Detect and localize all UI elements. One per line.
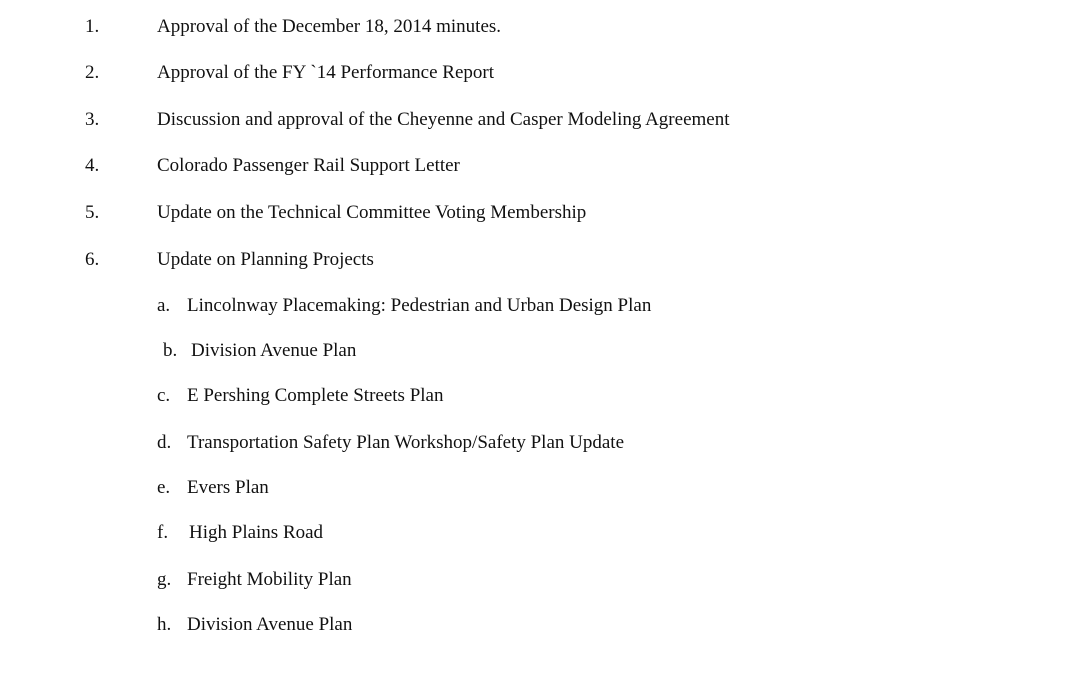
subitem-letter: d. — [157, 432, 172, 453]
subitem-text: Lincolnway Placemaking: Pedestrian and Urban Design Plan — [187, 295, 652, 316]
subitem-letter: b. — [163, 340, 178, 361]
subitem-letter: f. — [157, 522, 169, 543]
item-text: Approval of the FY `14 Performance Report — [157, 62, 494, 83]
subitem-letter: h. — [157, 614, 172, 635]
subitem-letter: c. — [157, 385, 171, 406]
subitem-text: E Pershing Complete Streets Plan — [187, 385, 444, 406]
item-number: 1. — [85, 16, 100, 37]
item-number: 5. — [85, 202, 100, 223]
subitem-text: High Plains Road — [189, 522, 324, 543]
item-number: 6. — [85, 249, 100, 270]
item-number: 3. — [85, 109, 100, 130]
subitem-letter: e. — [157, 477, 171, 498]
subitem-letter: g. — [157, 569, 172, 590]
item-text: Approval of the December 18, 2014 minutes. — [157, 16, 502, 37]
item-text: Update on Planning Projects — [157, 249, 374, 270]
subitem-text: Freight Mobility Plan — [187, 569, 352, 590]
item-number: 4. — [85, 155, 100, 176]
item-text: Update on the Technical Committee Voting Membership — [157, 202, 587, 223]
subitem-text: Evers Plan — [187, 477, 269, 498]
subitem-text: Division Avenue Plan — [191, 340, 357, 361]
item-text: Discussion and approval of the Cheyenne and Casper Modeling Agreement — [157, 109, 730, 130]
item-text: Colorado Passenger Rail Support Letter — [157, 155, 460, 176]
item-number: 2. — [85, 62, 100, 83]
subitem-text: Transportation Safety Plan Workshop/Safety Plan Update — [187, 432, 625, 453]
subitem-letter: a. — [157, 295, 171, 316]
subitem-text: Division Avenue Plan — [187, 614, 353, 635]
